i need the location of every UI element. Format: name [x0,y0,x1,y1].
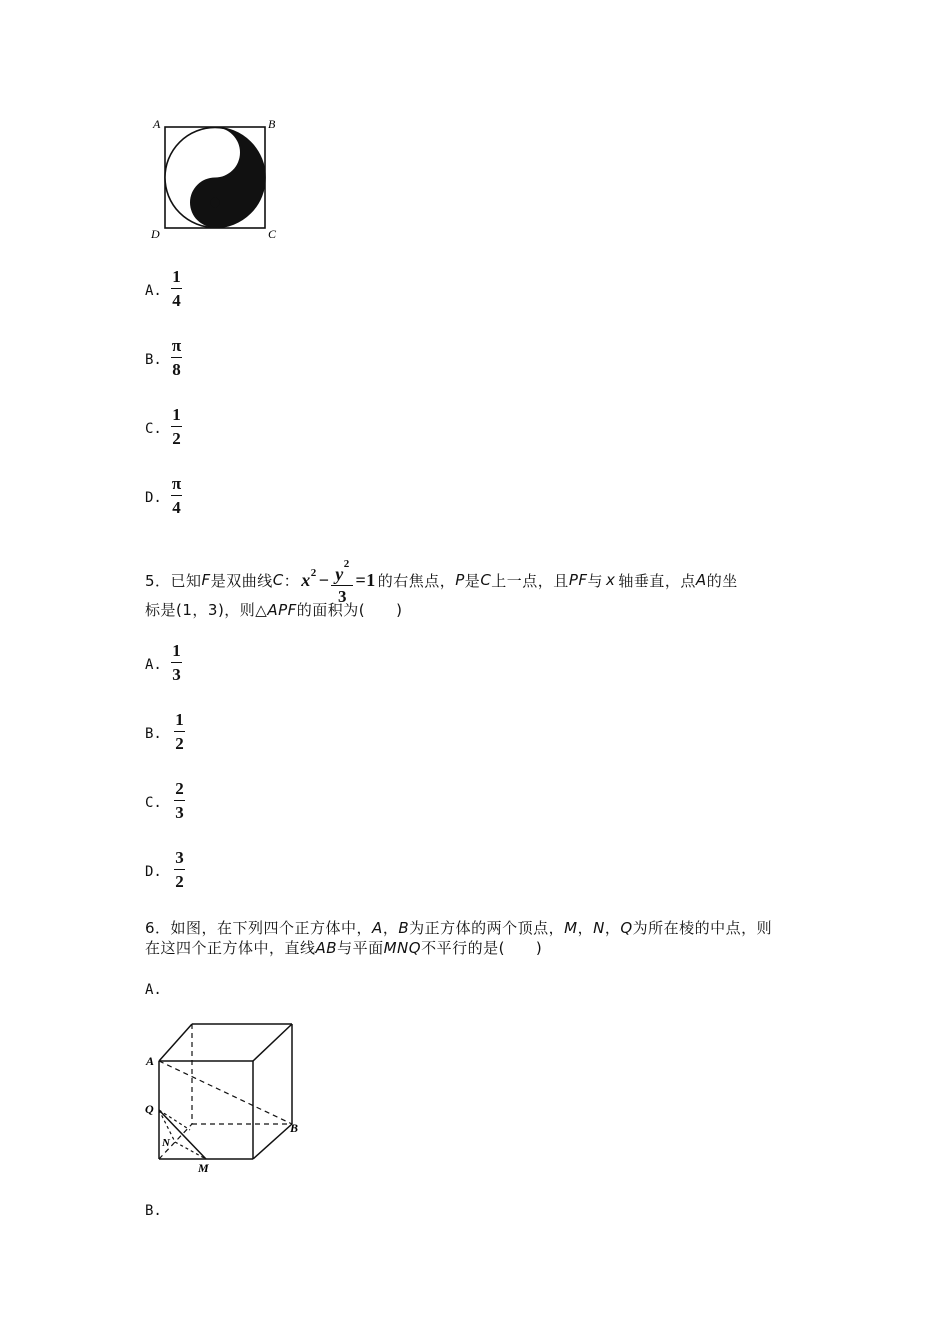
frac-denominator: 3 [175,803,184,822]
q5-equation [301,558,376,606]
label-a: A [153,117,161,131]
q5-stem-line1 [145,558,738,606]
q6-var-q: Q [620,919,633,937]
q6-var-b: B [398,919,410,937]
frac-bar [171,288,182,289]
q4-option-b-letter: B. [145,352,162,368]
frac-numerator: 1 [172,267,181,286]
q5-text: 5．已知 [145,571,202,590]
cube-figure-a [140,1018,310,1178]
frac-denominator: 3 [172,665,181,684]
label-b: B [290,1121,299,1135]
frac-bar [171,495,182,496]
taiji-black-dot [210,198,220,208]
taiji-white-dot [210,148,220,158]
frac-numerator: π [171,336,182,355]
eq-y-exponent: 2 [343,558,350,570]
q5-var-a: A [695,571,707,589]
frac-numerator: 1 [172,641,181,660]
q5-text: 是双曲线 [210,571,273,590]
q5-var-p: P [455,571,465,589]
q5-option-b-value [174,711,185,752]
frac-denominator: 4 [172,291,181,310]
q6-var-ab: AB [315,939,338,957]
q4-option-b-value [171,337,182,378]
q6-text: 为所在棱的中点，则 [632,919,773,937]
q6-text: ， [577,919,594,937]
eq-x: x [301,569,311,590]
q6-var-n: N [593,919,605,937]
q4-option-a-letter: A. [145,283,162,299]
cube-edge [253,1024,292,1061]
q5-text: 轴垂直，点 [618,571,696,590]
q6-text: ， [604,919,621,937]
q5-var-c: C [272,571,284,589]
frac-numerator: 2 [175,779,184,798]
q5-stem-line2 [145,599,402,620]
q4-option-d-letter: D. [145,490,162,506]
cube-edge [159,1024,192,1061]
eq-minus: − [318,569,330,590]
cube-edge [253,1124,292,1159]
frac-bar [174,800,185,801]
q6-var-a: A [372,919,383,937]
eq-rhs: =1 [355,569,376,590]
eq-x-exponent: 2 [310,567,317,579]
frac-bar [171,357,182,358]
q6-stem-line2 [145,937,542,958]
q5-text: 的右焦点， [377,571,456,590]
q5-option-c-letter: C. [145,795,162,811]
q6-option-a-letter: A. [145,982,162,998]
frac-numerator: 1 [172,405,181,424]
q6-text: 与平面 [337,939,384,957]
taiji-figure [145,112,285,244]
segment-nm [175,1142,206,1159]
frac-bar [174,869,185,870]
q6-text: 6．如图，在下列四个正方体中， [145,919,373,937]
frac-denominator: 2 [172,429,181,448]
q5-option-d-letter: D. [145,864,162,880]
label-b: B [268,117,276,131]
q6-var-mnq: MNQ [383,939,422,957]
frac-bar [174,731,185,732]
q5-option-a-value [171,642,182,683]
q5-text: 的面积为( ) [296,601,403,619]
q6-stem-line1 [145,917,772,938]
frac-numerator: π [171,474,182,493]
q5-var-pf: PF [568,571,588,589]
frac-denominator: 2 [175,734,184,753]
q5-text: 标是(1，3)，则△ [145,601,268,619]
label-d: D [151,227,160,241]
q5-text: ： [283,571,300,590]
eq-y: y [335,564,344,584]
label-a: A [146,1054,155,1068]
q5-option-b-letter: B. [145,726,162,742]
q5-option-c-value [174,780,185,821]
label-c: C [268,227,277,241]
label-q: Q [145,1102,154,1116]
frac-bar [171,426,182,427]
q6-text: 在这四个正方体中，直线 [145,939,316,957]
q6-var-m: M [564,919,578,937]
frac-denominator: 4 [172,498,181,517]
frac-denominator: 8 [172,360,181,379]
q4-option-d-value [171,475,182,516]
q6-text: ， [382,919,399,937]
q5-option-d-value [174,849,185,890]
segment-ab [159,1061,292,1124]
frac-denominator: 2 [175,872,184,891]
q5-var-x: x [606,571,616,589]
q5-text: 的坐 [706,571,738,590]
q6-text: 为正方体的两个顶点， [409,919,565,937]
label-n: N [162,1137,170,1149]
frac-numerator: 1 [175,710,184,729]
q5-option-a-letter: A. [145,657,162,673]
q5-text: 与 [587,571,604,590]
q6-text: 不平行的是( ) [421,939,543,957]
q5-text: 上一点，且 [491,571,569,590]
frac-bar [171,662,182,663]
q5-var-f: F [201,571,211,589]
eq-denominator: 3 [337,587,347,606]
q6-option-b-letter: B. [145,1203,162,1219]
q5-text: 是 [464,571,481,590]
label-m: M [198,1161,209,1175]
q4-option-c-letter: C. [145,421,162,437]
q5-var-c2: C [480,571,492,589]
frac-numerator: 3 [175,848,184,867]
q4-option-a-value [171,268,182,309]
q4-option-c-value [171,406,182,447]
q5-var-apf: APF [267,601,297,619]
eq-frac-bar [331,585,353,586]
